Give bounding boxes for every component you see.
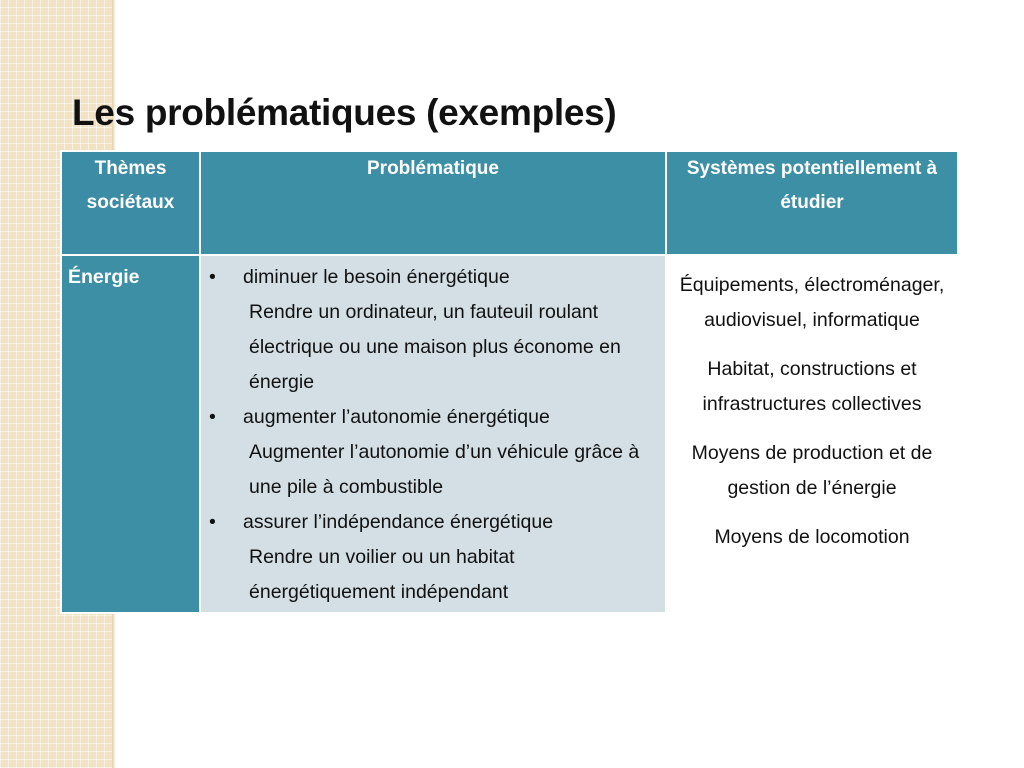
problematiques-table [60, 150, 959, 614]
bullet-item [207, 505, 657, 540]
table-header-row [61, 151, 958, 255]
bullet-title: augmenter l’autonomie énergétique [243, 406, 550, 428]
bullet-detail: Augmenter l’autonomie d’un véhicule grâce à une pile à combustible [249, 441, 640, 498]
slide-title: Les problématiques (exemples) [72, 92, 617, 133]
system-item: Équipements, électroménager, audiovisuel, informatique [679, 274, 945, 331]
bullet-detail: Rendre un voilier ou un habitat énergétiquement indépendant [249, 546, 515, 603]
bullet-item [207, 400, 657, 435]
bullet-item [207, 260, 657, 295]
system-item: Moyens de production et de gestion de l’énergie [691, 442, 933, 499]
system-item: Moyens de locomotion [714, 526, 910, 548]
bullet-detail: Rendre un ordinateur, un fauteuil roulant électrique ou une maison plus économe en énergie [249, 301, 621, 393]
bullet-title: assurer l’indépendance énergétique [243, 511, 554, 533]
table-row [61, 255, 958, 613]
bullet-title: diminuer le besoin énergétique [243, 266, 510, 288]
problematique-cell [200, 255, 666, 613]
header-problematique: Problématique [200, 151, 666, 255]
bullet-icon: • [209, 266, 216, 288]
system-item: Habitat, constructions et infrastructures collectives [702, 358, 922, 415]
theme-cell: Énergie [61, 255, 200, 613]
header-themes: Thèmes sociétaux [61, 151, 200, 255]
bullet-icon: • [209, 511, 216, 533]
systemes-cell [666, 255, 958, 613]
bullet-icon: • [209, 406, 216, 428]
header-systemes: Systèmes potentiellement à étudier [666, 151, 958, 255]
